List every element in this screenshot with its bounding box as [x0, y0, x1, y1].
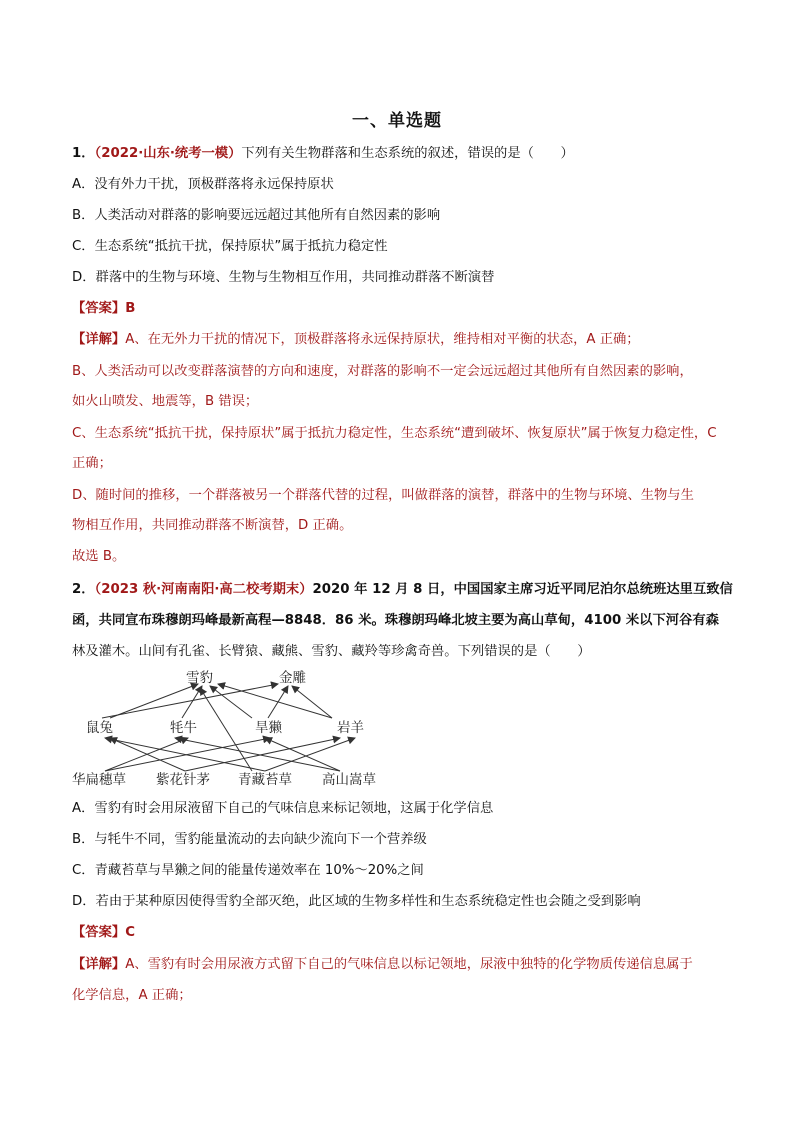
- detail-line: 故选 B。: [72, 549, 126, 564]
- option-a: A．没有外力干扰，顶极群落将永远保持原状: [72, 177, 334, 192]
- detail-line: [72, 955, 722, 975]
- detail-line: 如火山喷发、地震等，B 错误；: [72, 394, 259, 409]
- answer-line: [72, 923, 722, 943]
- organism-label-pika: 鼠兔: [86, 720, 113, 736]
- option-d: D．群落中的生物与环境、生物与生物相互作用，共同推动群落不断演替: [72, 270, 495, 285]
- detail-label: 【详解】: [72, 957, 126, 972]
- organism-label-grass-2: 紫花针茅: [156, 772, 210, 788]
- option-b: B．与牦牛不同，雪豹能量流动的去向缺少流向下一个营养级: [72, 832, 427, 847]
- option-b: B．人类活动对群落的影响要远远超过其他所有自然因素的影响: [72, 208, 441, 223]
- section-title: 一、单选题: [352, 111, 442, 131]
- question-source: （2023 秋·河南南阳·高二校考期末）: [94, 582, 313, 597]
- detail-line: 物相互作用，共同推动群落不断演替，D 正确。: [72, 518, 353, 533]
- organism-label-marmot: 旱獭: [255, 720, 282, 736]
- detail-line: [72, 330, 722, 350]
- organism-label-bharal: 岩羊: [337, 720, 364, 736]
- question-number: 1．: [72, 146, 95, 161]
- option-c: C．生态系统“抵抗干扰，保持原状”属于抵抗力稳定性: [72, 239, 388, 254]
- question-number: 2．: [72, 582, 95, 597]
- option-c: C．青藏苔草与旱獭之间的能量传递效率在 10%～20%之间: [72, 863, 424, 878]
- detail-line: B、人类活动可以改变群落演替的方向和速度，对群落的影响不一定会远远超过其他所有自然因素的影响，: [72, 364, 693, 379]
- answer-value: B: [125, 301, 136, 316]
- organism-label-golden-eagle: 金雕: [279, 670, 306, 686]
- question-text: 2020 年 12 月 8 日，中国国家主席习近平同尼泊尔总统班达里互致信: [312, 582, 733, 597]
- detail-line: D、随时间的推移，一个群落被另一个群落代替的过程，叫做群落的演替，群落中的生物与环境、生物与生: [72, 488, 694, 503]
- answer-label: 【答案】: [72, 301, 126, 316]
- organism-label-grass-4: 高山嵩草: [322, 772, 376, 788]
- question-source: （2022·山东·统考一模）: [94, 146, 242, 161]
- detail-text: A、雪豹有时会用尿液方式留下自己的气味信息以标记领地，尿液中独特的化学物质传递信息属于: [125, 957, 693, 972]
- organism-label-yak: 牦牛: [170, 720, 197, 736]
- question-2-stem: [72, 580, 733, 600]
- answer-label: 【答案】: [72, 925, 126, 940]
- food-web-diagram: [70, 668, 390, 793]
- option-a: A．雪豹有时会用尿液留下自己的气味信息来标记领地，这属于化学信息: [72, 801, 494, 816]
- question-text: 函，共同宣布珠穆朗玛峰最新高程—8848．86 米。珠穆朗玛峰北坡主要为高山草甸，4100 米以下河谷有森: [72, 613, 719, 628]
- answer-value: C: [125, 925, 135, 940]
- detail-label: 【详解】: [72, 332, 126, 347]
- question-text: 下列有关生物群落和生态系统的叙述，错误的是（ ）: [241, 146, 574, 161]
- food-web-arrows: [102, 684, 355, 771]
- question-text: 林及灌木。山间有孔雀、长臂猿、藏熊、雪豹、藏羚等珍禽奇兽。下列错误的是（ ）: [72, 644, 591, 659]
- organism-label-grass-3: 青藏苔草: [238, 772, 292, 788]
- detail-line: C、生态系统“抵抗干扰，保持原状”属于抵抗力稳定性，生态系统“遭到破坏、恢复原状”属于恢复力稳定性，C: [72, 426, 717, 441]
- answer-line: [72, 299, 722, 319]
- detail-line: 化学信息，A 正确；: [72, 988, 192, 1003]
- option-d: D．若由于某种原因使得雪豹全部灭绝，此区域的生物多样性和生态系统稳定性也会随之受到影响: [72, 894, 641, 909]
- question-1-stem: [72, 144, 722, 164]
- detail-line: 正确；: [72, 456, 112, 471]
- detail-text: A、在无外力干扰的情况下，顶极群落将永远保持原状，维持相对平衡的状态，A 正确；: [125, 332, 640, 347]
- organism-label-snow-leopard: 雪豹: [186, 670, 213, 686]
- organism-label-grass-1: 华扁穗草: [72, 772, 126, 788]
